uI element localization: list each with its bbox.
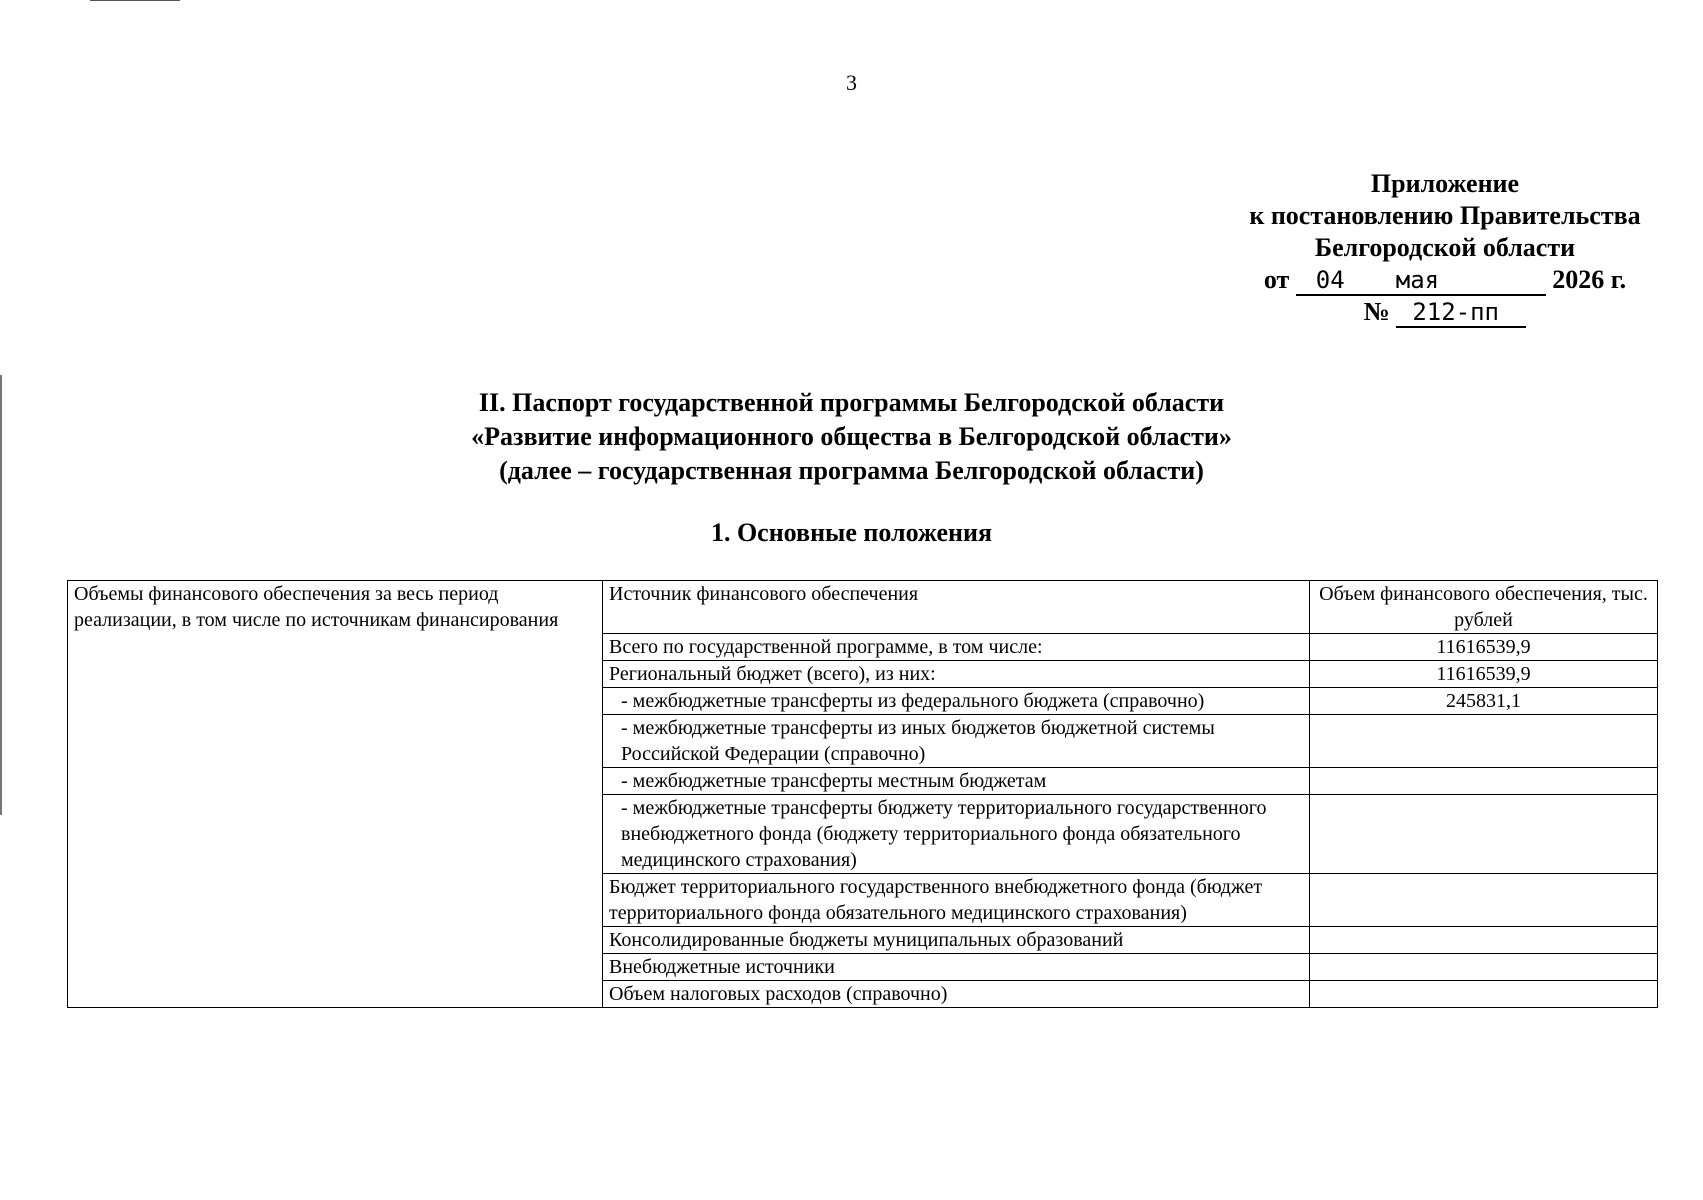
page-number: 3: [846, 70, 857, 95]
passport-heading: [0, 386, 1703, 488]
funding-value-cell: [1310, 715, 1658, 768]
funding-source-cell: - межбюджетные трансферты бюджету территориального государственного внебюджетного фонда (бюджету территориального фонда обязательного медицинского страхования): [603, 795, 1310, 874]
header-volume: Объем финансового обеспечения, тыс. рублей: [1310, 581, 1658, 634]
date-month: мая: [1395, 266, 1440, 294]
document-number: 212-пп: [1396, 298, 1526, 328]
appendix-number-line: [1205, 296, 1685, 328]
funding-value-cell: 11616539,9: [1310, 661, 1658, 688]
funding-value-cell: [1310, 927, 1658, 954]
funding-source-cell: Объем налоговых расходов (справочно): [603, 981, 1310, 1008]
date-prefix: от: [1263, 265, 1290, 294]
funding-value-cell: 245831,1: [1310, 688, 1658, 715]
funding-scope-label: Объемы финансового обеспечения за весь период реализации, в том числе по источникам финансирования: [68, 581, 603, 1008]
number-prefix: №: [1363, 297, 1390, 326]
section-title: 1. Основные положения: [710, 518, 993, 547]
funding-source-cell: - межбюджетные трансферты из иных бюджетов бюджетной системы Российской Федерации (справочно): [603, 715, 1310, 768]
appendix-line-resolution: к постановлению Правительства: [1249, 201, 1641, 230]
funding-source-cell: Всего по государственной программе, в том числе:: [603, 634, 1310, 661]
date-day: 04: [1315, 266, 1345, 294]
funding-source-cell: - межбюджетные трансферты из федерального бюджета (справочно): [603, 688, 1310, 715]
heading-line-1: II. Паспорт государственной программы Белгородской области: [478, 388, 1225, 417]
table-header-row: [68, 581, 1658, 634]
funding-source-cell: Консолидированные бюджеты муниципальных образований: [603, 927, 1310, 954]
funding-source-cell: Бюджет территориального государственного внебюджетного фонда (бюджет территориального фонда обязательного медицинского страхования): [603, 874, 1310, 927]
heading-line-3: (далее – государственная программа Белгородской области): [499, 456, 1204, 485]
scan-artifact-line: [90, 0, 180, 1]
funding-value-cell: [1310, 954, 1658, 981]
date-year: 2026 г.: [1552, 265, 1627, 294]
date-fill-field: [1296, 266, 1546, 296]
heading-line-2: «Развитие информационного общества в Белгородской области»: [471, 422, 1232, 451]
header-source: Источник финансового обеспечения: [603, 581, 1310, 634]
funding-value-cell: [1310, 874, 1658, 927]
funding-value-cell: 11616539,9: [1310, 634, 1658, 661]
funding-value-cell: [1310, 981, 1658, 1008]
funding-source-cell: Внебюджетные источники: [603, 954, 1310, 981]
appendix-title: Приложение: [1370, 169, 1520, 198]
funding-source-cell: - межбюджетные трансферты местным бюджетам: [603, 768, 1310, 795]
funding-value-cell: [1310, 768, 1658, 795]
appendix-date-line: [1205, 264, 1685, 296]
funding-table: [67, 580, 1658, 1008]
funding-value-cell: [1310, 795, 1658, 874]
appendix-line-region: Белгородской области: [1314, 233, 1576, 262]
appendix-block: [1205, 168, 1685, 328]
funding-source-cell: Региональный бюджет (всего), из них:: [603, 661, 1310, 688]
